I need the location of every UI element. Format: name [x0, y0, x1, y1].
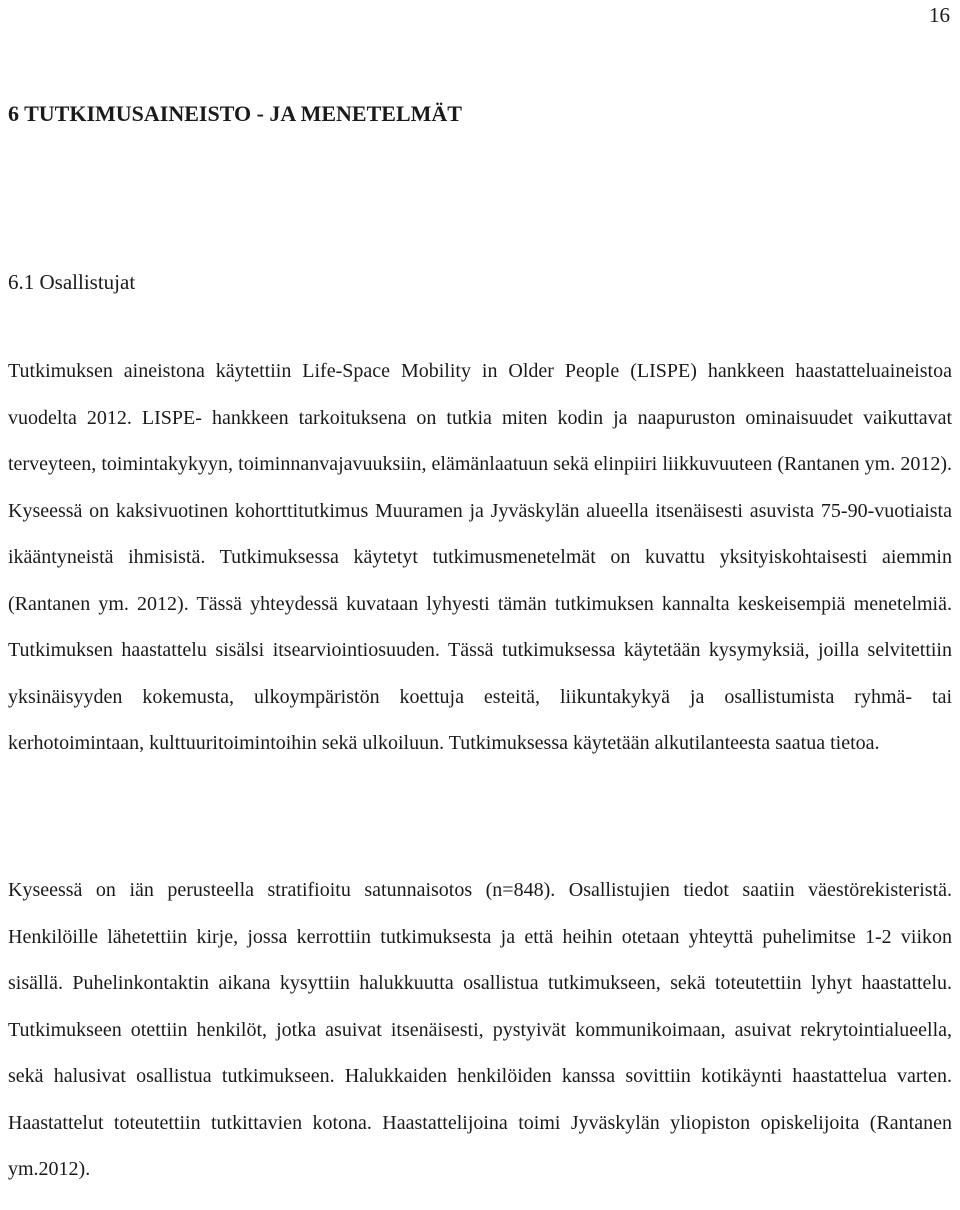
chapter-title: 6 TUTKIMUSAINEISTO - JA MENETELMÄT [8, 101, 462, 126]
page-number: 16 [929, 3, 950, 27]
body-paragraph-1: Tutkimuksen aineistona käytettiin Life-Space Mobility in Older People (LISPE) hankkeen haastatteluaineistoa vuodelta 2012. LISPE- hankkeen tarkoituksena on tutkia miten kodin ja naapuruston ominaisuudet vaikuttavat terveyteen, toimintakykyyn, toiminnanvajavuuksiin, elämänlaatuun sekä elinpiiri liikkuvuuteen (Rantanen ym. 2012). Kyseessä on kaksivuotinen kohorttitutkimus Muuramen ja Jyväskylän alueella itsenäisesti asuvista 75-90-vuotiaista ikääntyneistä ihmisistä. Tutkimuksessa käytetyt tutkimusmenetelmät on kuvattu yksityiskohtaisesti aiemmin (Rantanen ym. 2012). Tässä yhteydessä kuvataan lyhyesti tämän tutkimuksen kannalta keskeisempiä menetelmiä. Tutkimuksen haastattelu sisälsi itsearviointiosuuden. Tässä tutkimuksessa käytetään kysymyksiä, joilla selvitettiin yksinäisyyden kokemusta, ulkoympäristön koettuja esteitä, liikuntakykyä ja osallistumista ryhmä- tai kerhotoimintaan, kulttuuritoimintoihin sekä ulkoiluun. Tutkimuksessa käytetään alkutilanteesta saatua tietoa. [8, 360, 952, 754]
body-paragraph-2: Kyseessä on iän perusteella stratifioitu satunnaisotos (n=848). Osallistujien tiedot saatiin väestörekisteristä. Henkilöille lähetettiin kirje, jossa kerrottiin tutkimuksesta ja että heihin otetaan yhteyttä puhelimitse 1-2 viikon sisällä. Puhelinkontaktin aikana kysyttiin halukkuutta osallistua tutkimukseen, sekä toteutettiin lyhyt haastattelu. Tutkimukseen otettiin henkilöt, jotka asuivat itsenäisesti, pystyivät kommunikoimaan, asuivat rekrytointialueella, sekä halusivat osallistua tutkimukseen. Halukkaiden henkilöiden kanssa sovittiin kotikäynti haastattelua varten. Haastattelut toteutettiin tutkittavien kotona. Haastattelijoina toimi Jyväskylän yliopiston opiskelijoita (Rantanen ym.2012). [8, 879, 952, 1180]
section-title: 6.1 Osallistujat [8, 270, 136, 294]
